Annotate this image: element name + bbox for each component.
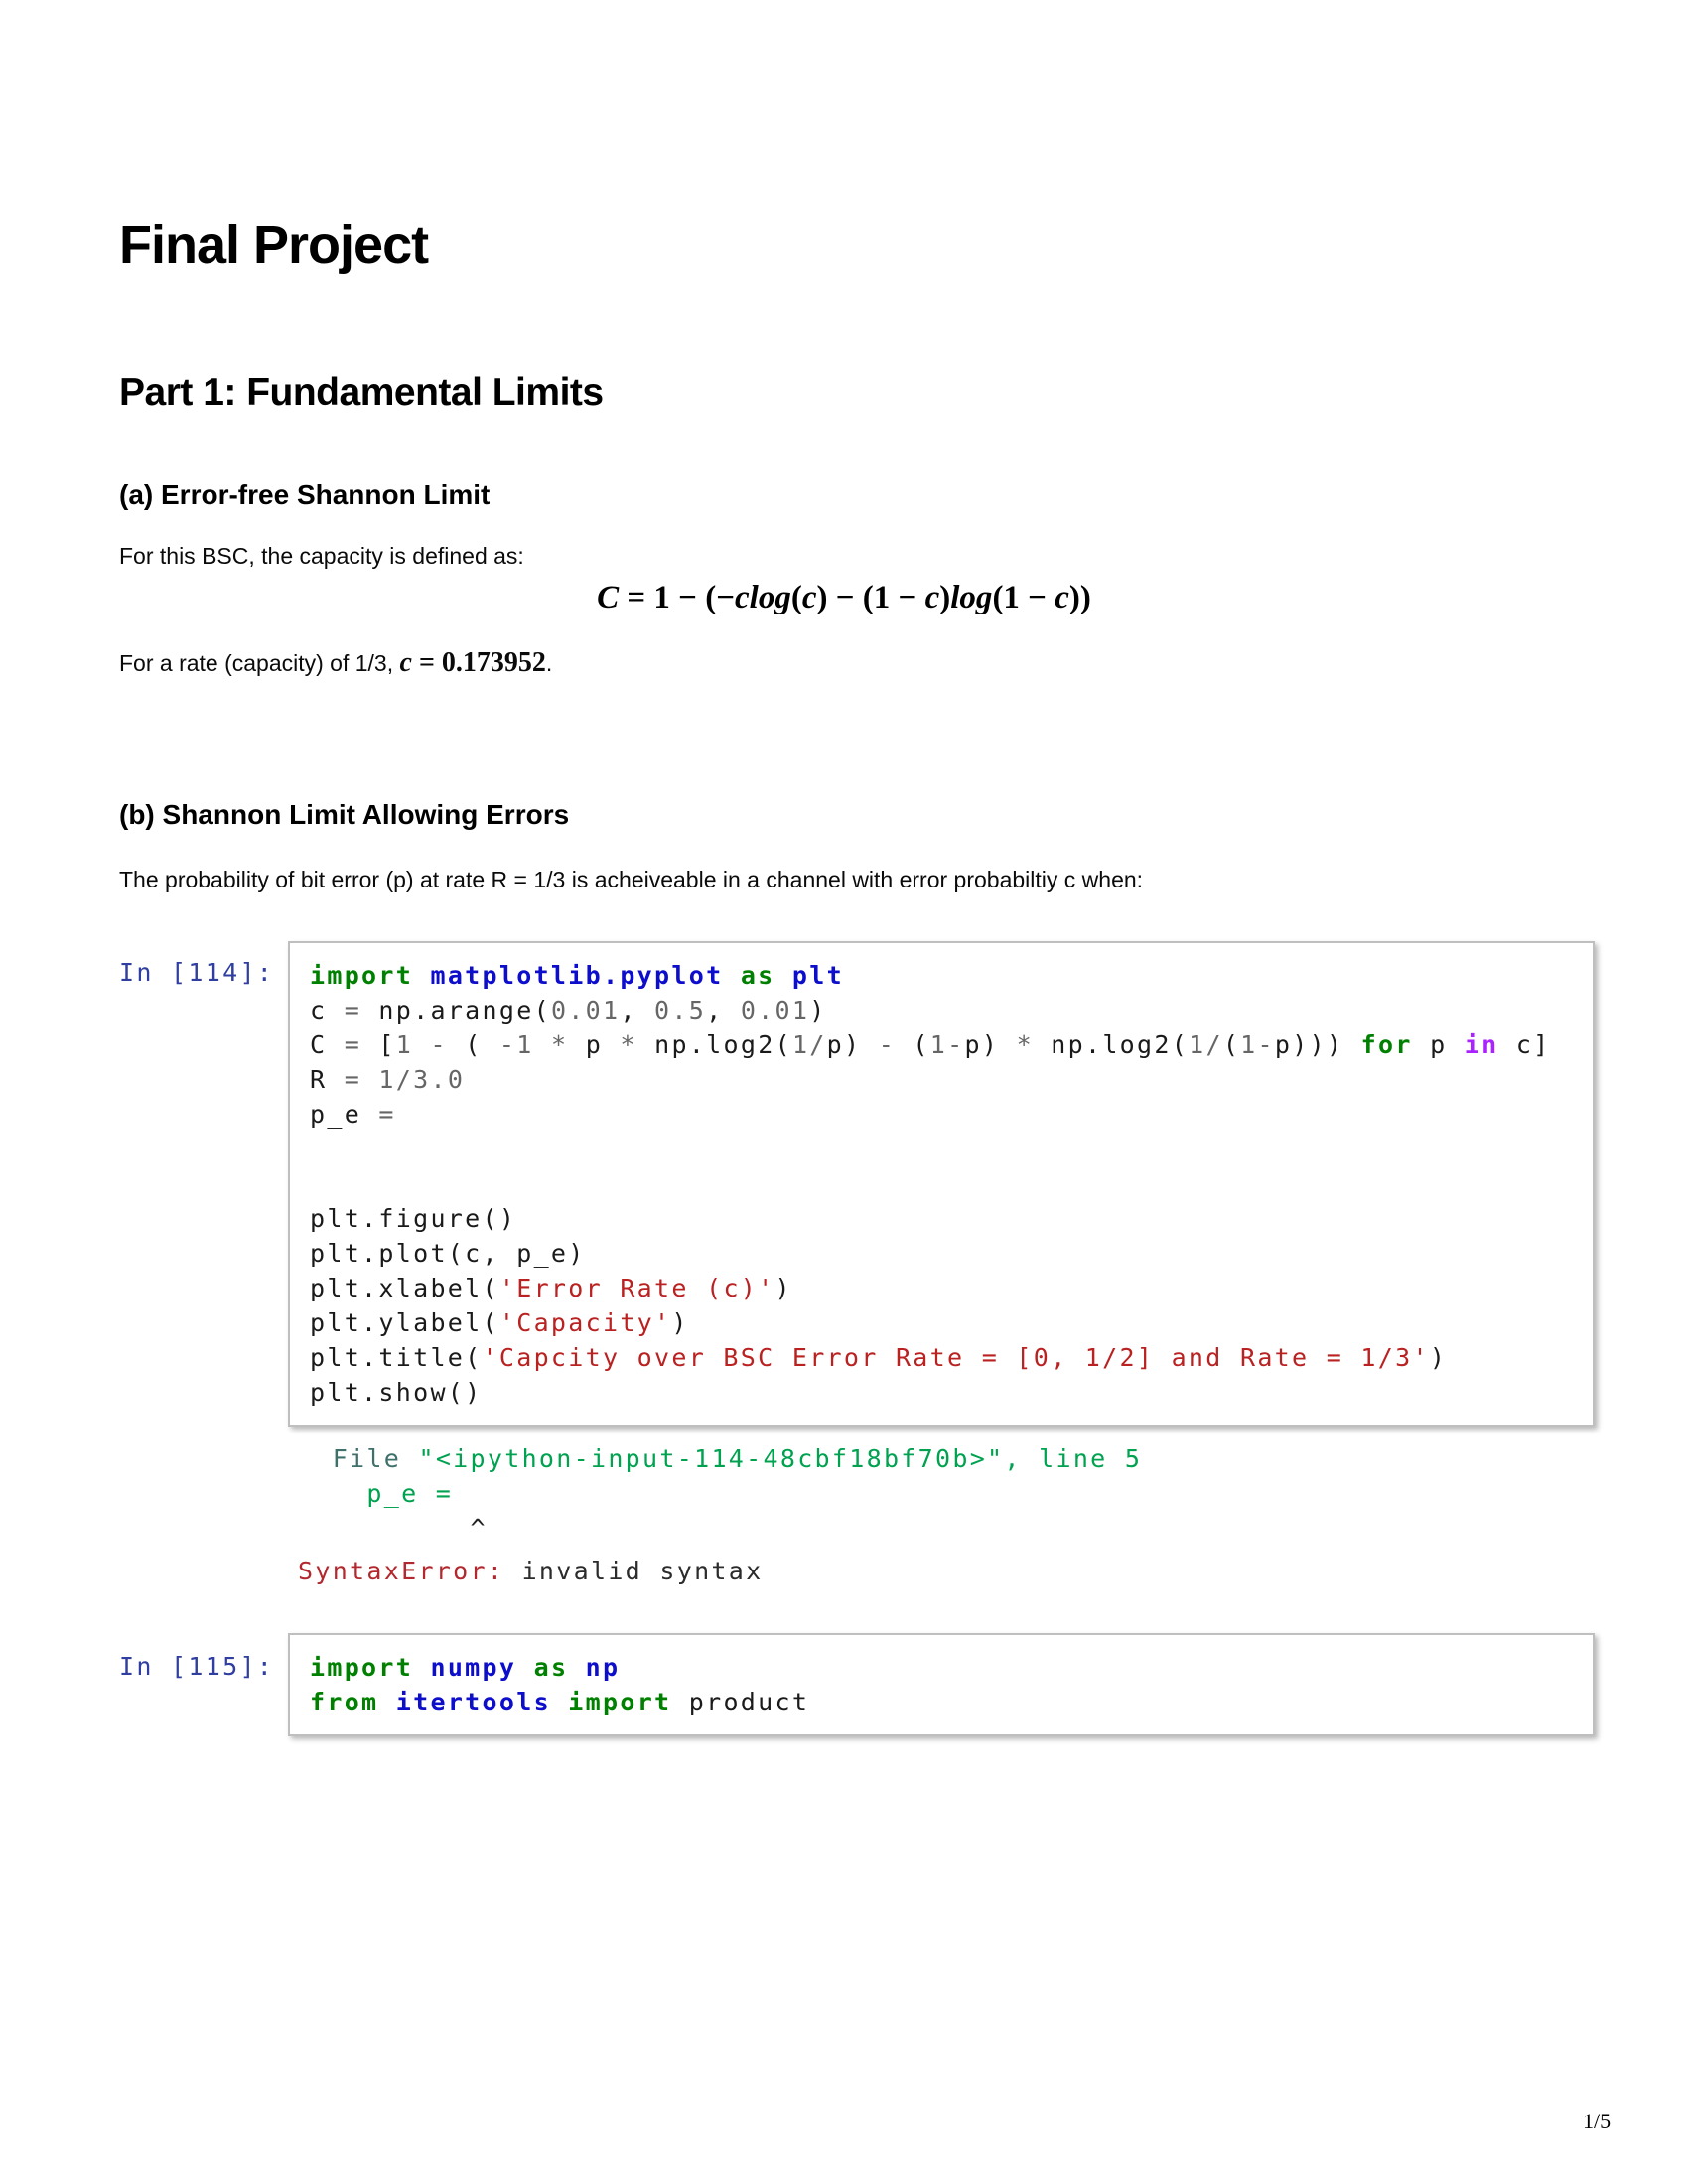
code-line: plt.ylabel('Capacity'): [310, 1308, 689, 1337]
code-line: plt.title('Capcity over BSC Error Rate = [0, 1/2] and Rate = 1/3'): [310, 1343, 1448, 1372]
code-line: R = 1/3.0: [310, 1065, 466, 1094]
cell-114-prompt: In [114]:: [119, 958, 275, 987]
sub-a-rate-line: [119, 648, 552, 679]
code-line: c = np.arange(0.01, 0.5, 0.01): [310, 996, 827, 1024]
traceback-file-line: File "<ipython-input-114-48cbf18bf70b>", line 5: [298, 1444, 1143, 1473]
cell-114-input: [288, 941, 1595, 1427]
sub-b-heading: (b) Shannon Limit Allowing Errors: [119, 799, 570, 830]
code-line: from itertools import product: [310, 1688, 810, 1716]
syntax-error-line: SyntaxError: invalid syntax: [298, 1557, 764, 1585]
code-line: plt.xlabel('Error Rate (c)'): [310, 1274, 792, 1302]
sub-a-heading: (a) Error-free Shannon Limit: [119, 479, 491, 510]
code-line: plt.figure(): [310, 1204, 517, 1233]
code-line: plt.show(): [310, 1378, 483, 1407]
sub-a-intro: For this BSC, the capacity is defined as:: [119, 543, 524, 569]
sub-b-intro: The probability of bit error (p) at rate R = 1/3 is acheiveable in a channel with error probabiltiy c when:: [119, 867, 1144, 892]
code-line: p_e =: [310, 1100, 396, 1129]
code-line: import matplotlib.pyplot as plt: [310, 961, 844, 990]
code-line: C = [1 - ( -1 * p * np.log2(1/p) - (1-p) * np.log2(1/(1-p))) for p in c]: [310, 1030, 1551, 1059]
cell-115-input: [288, 1633, 1595, 1736]
cell-114-error-output: [298, 1441, 1142, 1588]
code-line: plt.plot(c, p_e): [310, 1239, 586, 1268]
traceback-caret-line: ^: [298, 1514, 488, 1543]
cell-115-prompt: In [115]:: [119, 1652, 275, 1681]
code-line: [310, 1132, 1573, 1166]
section-heading: Part 1: Fundamental Limits: [119, 371, 604, 414]
code-line: import numpy as np: [310, 1653, 621, 1682]
page-number: 1/5: [1583, 2109, 1612, 2133]
rate-text-prefix: For a rate (capacity) of 1/3,: [119, 650, 400, 676]
rate-math-value: c = 0.173952: [399, 647, 546, 678]
code-line: [310, 1166, 1573, 1201]
doc-title: Final Project: [119, 215, 429, 275]
traceback-source-line: p_e =: [298, 1479, 454, 1508]
rate-text-suffix: .: [545, 650, 553, 676]
capacity-formula: C = 1 − (−clog(c) − (1 − c)log(1 − c)): [597, 580, 1091, 615]
